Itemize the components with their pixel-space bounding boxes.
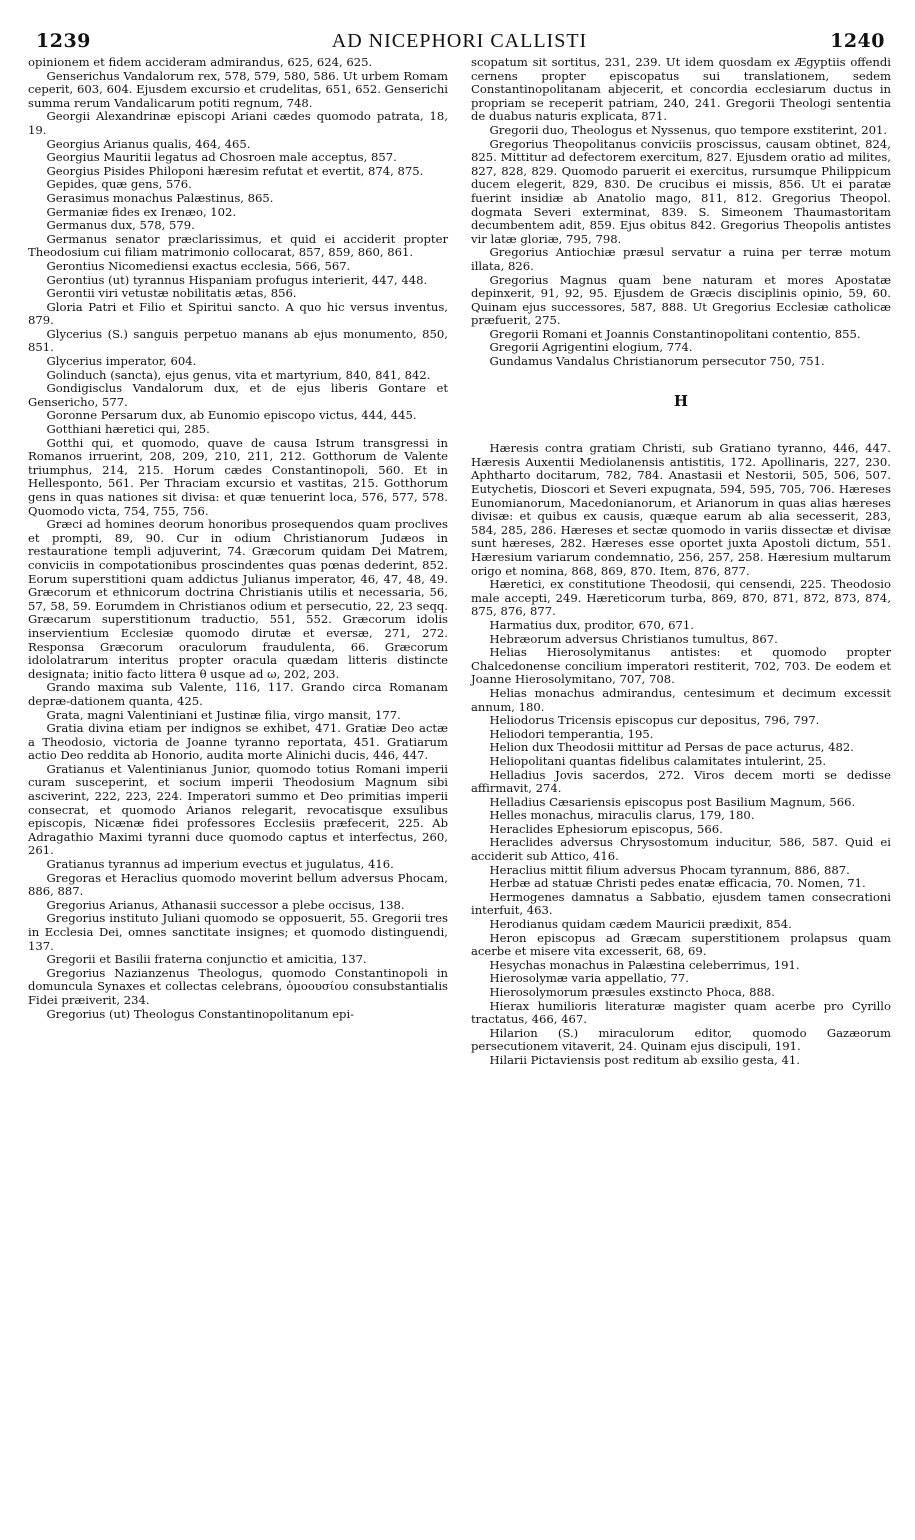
index-entry: Gratianus et Valentinianus Junior, quomodo totius Romani imperii curam susceperint, et socium imperii Theodosium Magnum sibi asciverint, 222, 223, 224. Imperatori summo et Deo primitias imperii consecrat, et quomodo Arianos relegarit, revocatisque exsulibus episcopis, Nicænæ fidei professores Ecclesiis præfecerit, 225. Ab Adragathio Maximi tyranni duce quomodo captus et interfectus, 260, 261.: [28, 761, 448, 858]
index-entry: Heliodori temperantia, 195.: [489, 726, 654, 741]
index-entry: Hebræorum adversus Christianos tumultus, 867.: [489, 631, 778, 646]
index-entry: Grata, magni Valentiniani et Justinæ filia, virgo mansit, 177.: [46, 707, 401, 722]
index-entry: Harmatius dux, proditor, 670, 671.: [489, 617, 694, 632]
index-entry: Georgius Mauritii legatus ad Chosroen male acceptus, 857.: [46, 150, 397, 165]
index-entry: Græci ad homines deorum honoribus prosequendos quam proclives et prompti, 89, 90. Cur in odium Christianorum Judæos in restauratione templi adjuverint, 74. Græcorum quidam Dei Matrem, conviciis in compotationibus proscindentes quas pœnas dederint, 852. Eorum superstitioni quam addictus Julianus imperator, 46, 47, 48, 49. Græcorum et ethnicorum doctrina Christianis utilis et necessaria, 56, 57, 58, 59. Eorumdem in Christianos odium et persecutio, 22, 23 seqq. Græcarum superstitionum traductio, 551, 552. Græcorum idolis inservientium Ecclesiæ quomodo dirutæ et eversæ, 271, 272. Responsa Græcorum oraculorum fraudulenta, 66. Græcorum idololatrarum interitus propter oracula quædam litteris distincte designata; initio facto littera θ usque ad ω, 202, 203.: [28, 517, 448, 681]
index-entry: Heliodorus Tricensis episcopus cur depositus, 796, 797.: [489, 713, 820, 728]
index-entry: Hæretici, ex constitutione Theodosii, qui censendi, 225. Theodosio male accepti, 249. Hæreticorum turba, 869, 870, 871, 872, 873, 874, 875, 876, 877.: [471, 577, 891, 619]
running-title: AD NICEPHORI CALLISTI: [331, 30, 588, 52]
index-entry: Gratianus tyrannus ad imperium evectus et jugulatus, 416.: [46, 857, 394, 872]
index-entry: Heraclius mittit filium adversus Phocam tyrannum, 886, 887.: [489, 862, 850, 877]
index-entry: Hierax humilioris literaturæ magister quam acerbe pro Cyrillo tractatus, 466, 467.: [471, 998, 891, 1027]
index-entry: Hesychas monachus in Palæstina celeberrimus, 191.: [489, 957, 800, 972]
index-entry: Gregorius (ut) Theologus Constantinopolitanum epi-: [46, 1006, 355, 1021]
index-entry: Golinduch (sancta), ejus genus, vita et martyrium, 840, 841, 842.: [46, 367, 431, 382]
index-entry: Gregorii Agrigentini elogium, 774.: [489, 340, 693, 355]
index-entry: Heraclides adversus Chrysostomum inducitur, 586, 587. Quid ei acciderit sub Attico, 416.: [471, 835, 891, 864]
index-entry: Gerontii viri vetustæ nobilitatis ætas, 856.: [46, 286, 297, 301]
index-entry: Helladius Cæsariensis episcopus post Basilium Magnum, 566.: [489, 794, 856, 809]
index-entry: Georgius Arianus qualis, 464, 465.: [46, 136, 251, 151]
index-entry: Hæresis contra gratiam Christi, sub Gratiano tyranno, 446, 447. Hæresis Auxentii Mediolanensis antistitis, 172. Apollinaris, 227, 230. Aphtharto docitarum, 782, 784. Anastasii et Nestorii, 505, 506, 507. Eutychetis, Dioscori et Severi expugnata, 594, 595, 705, 706. Hæreses Eunomianorum, Macedonianorum, et Arianorum in quas alias hæreses divisæ: et quibus ex causis, quæque earum ab alia secesserit, 283, 584, 285, 286. Hæreses et sectæ quomodo in variis dissectæ et divisæ sunt hæreses, 282. Hæreses esse oportet juxta Apostoli dictum, 551. Hæresium variarum condemnatio, 256, 257, 258. Hæresium multarum origo et nomina, 868, 869, 870. Item, 876, 877.: [471, 441, 891, 578]
index-entry: Gepides, quæ gens, 576.: [46, 177, 192, 192]
index-entry: Gregorius Antiochiæ præsul servatur a ruina per terræ motum illata, 826.: [471, 245, 891, 273]
index-entry: Hilarion (S.) miraculorum editor, quomodo Gazæorum persecutionem vitaverit, 24. Quinam ejus discipuli, 191.: [471, 1025, 891, 1054]
index-entry: Hilarii Pictaviensis post reditum ab exsilio gesta, 41.: [489, 1052, 800, 1067]
index-entry: Gregorii Romani et Joannis Constantinopolitani contentio, 855.: [489, 326, 861, 341]
index-entry: Gondigisclus Vandalorum dux, et de ejus liberis Gontare et Gensericho, 577.: [28, 381, 448, 409]
index-entry: Gotthi qui, et quomodo, quave de causa Istrum transgressi in Romanos irruerint, 208, 209, 210, 211, 212. Gotthorum de Valente triumphus, 214, 215. Horum cædes Constantinopoli, 560. Et in Hellesponto, 561. Per Thraciam excursio et vastitas, 215. Gotthorum gens in quas nationes sit divisa: et quæ tenuerint loca, 576, 577, 578. Quomodo victa, 754, 755, 756.: [28, 435, 448, 518]
index-entry: Gratia divina etiam per indignos se exhibet, 471. Gratiæ Deo actæ a Theodosio, victoria de Joanne tyranno reportata, 451. Gratiarum actio Deo reddita ab Honorio, audita morte Alinichi ducis, 446, 447.: [28, 721, 448, 763]
index-entry: Hermogenes damnatus a Sabbatio, ejusdem tamen consecrationi interfuit, 463.: [471, 889, 891, 918]
index-entry: Gregorii duo, Theologus et Nyssenus, quo tempore exstiterint, 201.: [489, 122, 888, 137]
index-entry: Heraclides Ephesiorum episcopus, 566.: [489, 821, 723, 836]
index-entry: Hierosolymorum præsules exstincto Phoca, 888.: [489, 985, 775, 999]
index-entry: Gundamus Vandalus Christianorum persecutor 750, 751.: [489, 354, 825, 369]
index-entry: Goronne Persarum dux, ab Eunomio episcopo victus, 444, 445.: [46, 408, 417, 423]
index-entry: Gregorius Theopolitanus conviciis proscissus, causam obtinet, 824, 825. Mittitur ad defectorem exercitum, 827. Ejusdem oratio ad milites, 827, 828, 829. Quomodo paruerit ei exercitus, rursumque Philippicum ducem elegerit, 829, 830. De crucibus ei missis, 856. Ut ei paratæ fuerint insidiæ ab Anatolio mago, 811, 812. Gregorius Theopol. dogmata Severi exterminat, 839. S. Simeonem Thaumastoritam decumbentem adit, 859. Ejus obitus 842. Gregorius Theopolis antistes vir latæ gloriæ, 795, 798.: [471, 136, 891, 246]
index-entry: Gregorius Nazianzenus Theologus, quomodo Constantinopoli in domuncula Synaxes et collectas celebrans, ὁμοουσίου consubstantialis Fidei præiverit, 234.: [28, 965, 448, 1007]
page-number-left: 1239: [36, 30, 91, 52]
index-entry: Georgius Pisides Philoponi hæresim refutat et evertit, 874, 875.: [46, 163, 424, 178]
index-entry: Heliopolitani quantas fidelibus calamitates intulerint, 25.: [489, 753, 827, 768]
index-entry: Gregorii et Basilii fraterna conjunctio et amicitia, 137.: [46, 952, 367, 967]
index-entry: Gregorius instituto Juliani quomodo se opposuerit, 55. Gregorii tres in Ecclesia Dei, omnes sanctitate insignes; et quomodo distinguendi, 137.: [28, 911, 448, 953]
index-entry: Gregorius Magnus quam bene naturam et mores Apostatæ depinxerit, 91, 92, 95. Ejusdem de Græcis disciplinis opinio, 59, 60. Quinam ejus successores, 587, 888. Ut Gregorius Ecclesiæ catholicæ præfuerit, 275.: [471, 272, 891, 328]
index-entry: Gerontius (ut) tyrannus Hispaniam profugus interierit, 447, 448.: [46, 272, 428, 287]
index-entry: Gerasimus monachus Palæstinus, 865.: [46, 190, 274, 205]
index-entry: Hierosolymæ varia appellatio, 77.: [489, 971, 689, 986]
index-entry: Gregorius Arianus, Athanasii successor a plebe occisus, 138.: [46, 897, 405, 912]
index-columns: [28, 56, 891, 1068]
index-entry: Helias Hierosolymitanus antistes: et quomodo propter Chalcedonense concilium imperatori restiterit, 702, 703. De eodem et Joanne Hierosolymitano, 707, 708.: [471, 645, 891, 687]
index-entry: Herbæ ad statuæ Christi pedes enatæ efficacia, 70. Nomen, 71.: [489, 876, 866, 891]
index-entry: Helladius Jovis sacerdos, 272. Viros decem morti se dedisse affirmavit, 274.: [471, 767, 891, 796]
index-entry: Gerontius Nicomediensi exactus ecclesia, 566, 567.: [46, 258, 351, 273]
index-entry: Helles monachus, miraculis clarus, 179, 180.: [489, 808, 755, 823]
index-entry: scopatum sit sortitus, 231, 239. Ut idem quosdam ex Ægyptiis offendi cernens propter episcopatus sui translationem, sedem Constantinopolitanam abjecerit, et concordia ecclesiarum ductus in propriam se receperit patriam, 240, 241. Gregorii Theologi sententia de duabus naturis explicata, 871.: [471, 55, 891, 124]
index-entry: Grando maxima sub Valente, 116, 117. Grando circa Romanam depræ-dationem quanta, 425.: [28, 680, 448, 708]
index-entry: Germaniæ fides ex Irenæo, 102.: [46, 204, 237, 219]
index-entry: Germanus senator præclarissimus, et quid ei acciderit propter Theodosium cui filiam matrimonio collocarat, 857, 859, 860, 861.: [28, 231, 448, 260]
right-column: [471, 56, 891, 1068]
index-entry: Helias monachus admirandus, centesimum et decimum excessit annum, 180.: [471, 685, 891, 714]
index-entry: Gloria Patri et Filio et Spiritui sancto. A quo hic versus inventus, 879.: [28, 299, 448, 328]
page-header: [28, 30, 891, 56]
index-entry: Georgii Alexandrinæ episcopi Ariani cædes quomodo patrata, 18, 19.: [28, 109, 448, 137]
index-entry: Genserichus Vandalorum rex, 578, 579, 580, 586. Ut urbem Romam ceperit, 603, 604. Ejusdem excursio et crudelitas, 651, 652. Genserichi summa rerum Vandalicarum potiti regnum, 748.: [28, 68, 448, 110]
index-entry: Glycerius imperator, 604.: [46, 354, 197, 369]
index-entry: Helion dux Theodosii mittitur ad Persas de pace acturus, 482.: [489, 740, 854, 755]
index-entry: Glycerius (S.) sanguis perpetuo manans ab ejus monumento, 850, 851.: [28, 326, 448, 355]
section-letter: H: [673, 391, 689, 410]
index-entry: Gotthiani hæretici qui, 285.: [46, 422, 210, 437]
page-number-right: 1240: [830, 30, 885, 52]
left-column: [28, 56, 448, 1068]
index-entry: Germanus dux, 578, 579.: [46, 218, 195, 233]
index-entry: opinionem et fidem accideram admirandus, 625, 624, 625.: [28, 55, 373, 69]
index-entry: Herodianus quidam cædem Mauricii prædixit, 854.: [489, 917, 792, 932]
index-entry: Gregoras et Heraclius quomodo moverint bellum adversus Phocam, 886, 887.: [28, 870, 448, 899]
index-entry: Heron episcopus ad Græcam superstitionem prolapsus quam acerbe et misere vita excesserit, 68, 69.: [471, 930, 891, 959]
